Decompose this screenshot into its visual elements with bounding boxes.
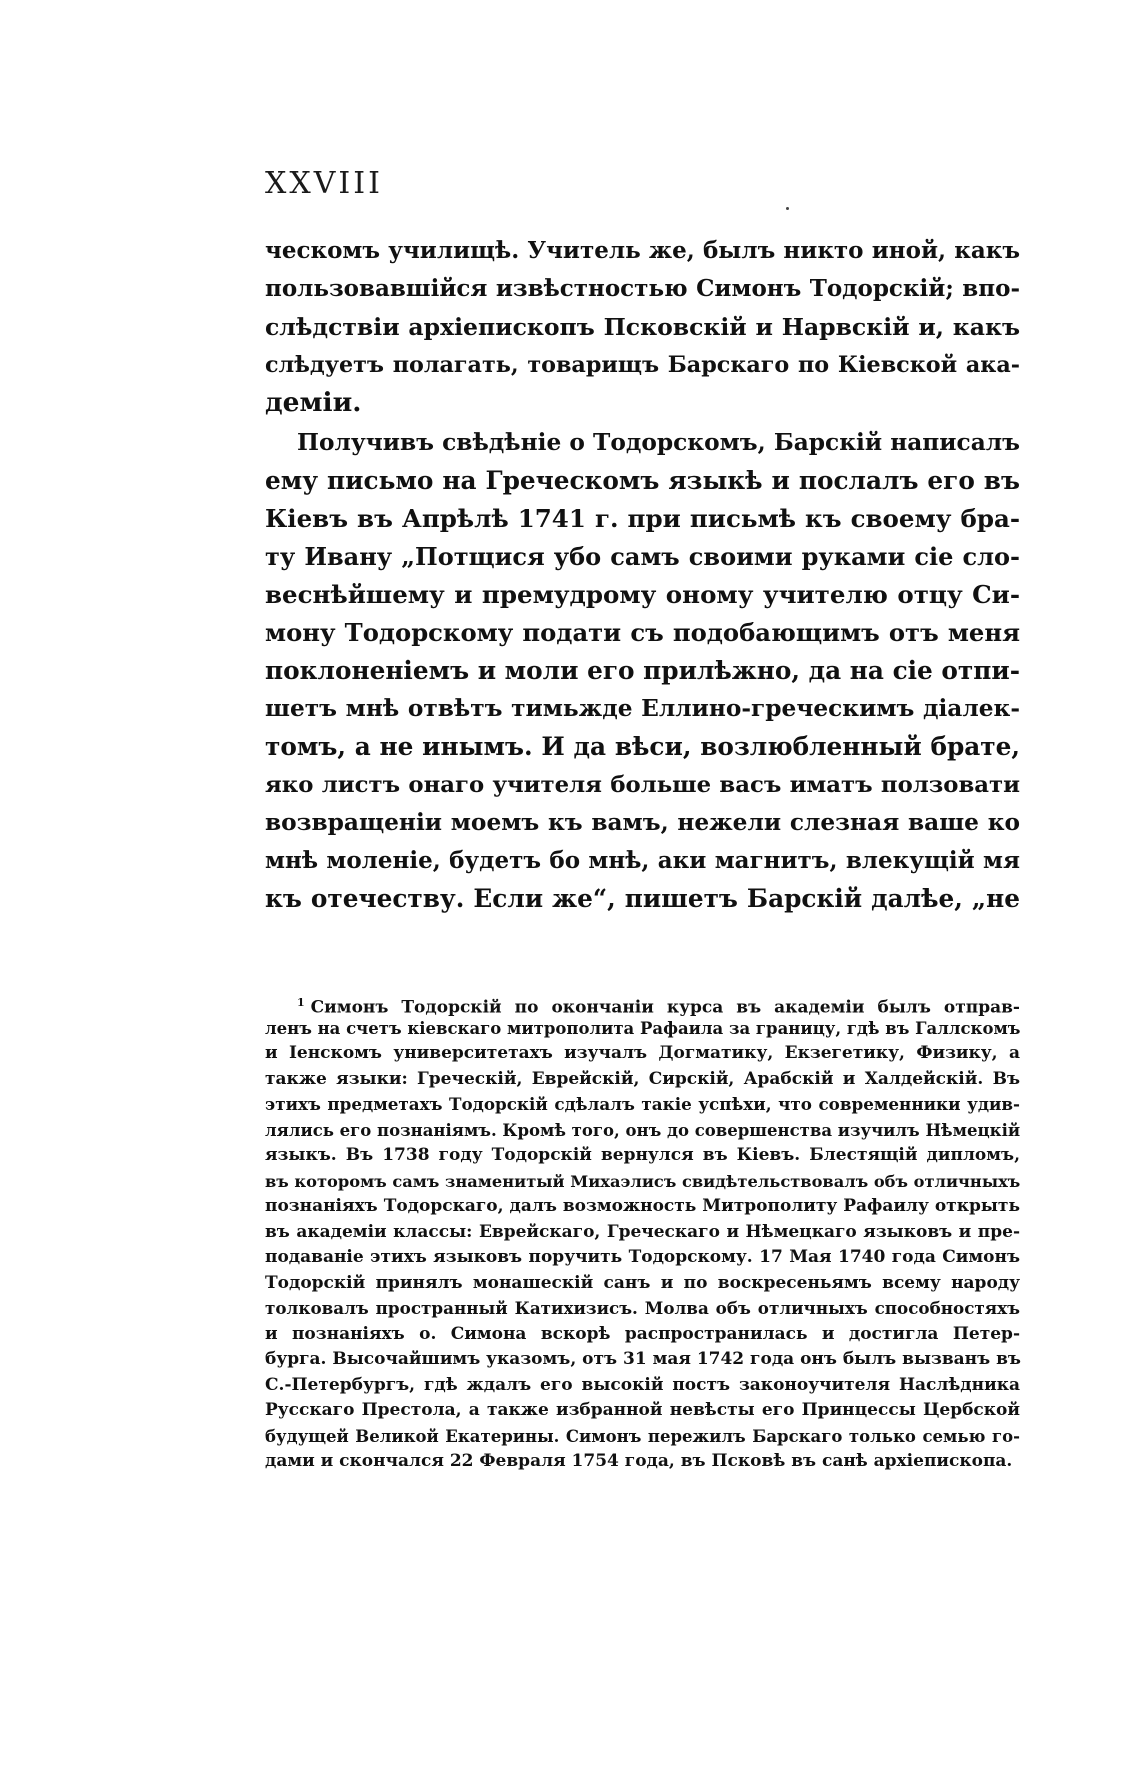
text-line: шетъ мнѣ отвѣтъ тимьжде Еллино-греческимъ діалек- (265, 695, 1020, 722)
text-line: Получивъ свѣдѣніе о Тодорскомъ, Барскій написалъ (297, 429, 1020, 456)
text-line: къ отечеству. Если же“, пишетъ Барскій далѣе, „не (265, 884, 1020, 913)
footnote-block (265, 990, 1020, 1475)
footnote-line: въ которомъ самъ знаменитый Михаэлисъ свидѣтельствовалъ объ отличныхъ (265, 1171, 1021, 1191)
footnote-line: ленъ на счетъ кіевскаго митрополита Рафаила за границу, гдѣ въ Галлскомъ (265, 1018, 1021, 1038)
text-line: деміи. (265, 387, 362, 418)
text-line: яко листъ онаго учителя больше васъ иматъ ползовати (265, 772, 1020, 798)
footnote-line: лялись его познаніямъ. Кромѣ того, онъ до совершенства изучилъ Нѣмецкій (265, 1120, 1021, 1140)
footnote-line: С.-Петербургъ, гдѣ ждалъ его высокій постъ законоучителя Наслѣдника (265, 1374, 1020, 1395)
footnote-line: дами и скончался 22 Февраля 1754 года, въ Псковѣ въ санѣ архіепископа. (265, 1451, 1013, 1471)
footnote-line: бурга. Высочайшимъ указомъ, отъ 31 мая 1742 года онъ былъ вызванъ въ (265, 1349, 1021, 1369)
footnote-marker: 1 (297, 996, 305, 1009)
footnote-line: будущей Великой Екатерины. Симонъ пережилъ Барскаго только семью го- (265, 1426, 1020, 1446)
print-speck (786, 207, 789, 210)
text-line: Кіевъ въ Апрѣлѣ 1741 г. при письмѣ къ своему бра- (265, 504, 1020, 533)
footnote-line: въ академіи классы: Еврейскаго, Греческаго и Нѣмецкаго языковъ и пре- (265, 1221, 1020, 1242)
page-number: XXVIII (265, 166, 383, 201)
text-line: пользовавшійся извѣстностью Симонъ Тодорскій; впо- (265, 275, 1020, 302)
text-line: поклоненіемъ и моли его прилѣжно, да на сіе отпи- (265, 656, 1020, 685)
footnote-line: и Іенскомъ университетахъ изучалъ Догматику, Екзегетику, Физику, а (265, 1043, 1020, 1063)
footnote-line: также языки: Греческій, Еврейскій, Сирскій, Арабскій и Халдейскій. Въ (265, 1068, 1020, 1089)
text-line: слѣдуетъ полагать, товарищъ Барскаго по Кіевской ака- (265, 352, 1020, 378)
text-line: возвращеніи моемъ къ вамъ, нежели слезная ваше ко (265, 809, 1020, 836)
footnote-line: познаніяхъ Тодорскаго, далъ возможность Митрополиту Рафаилу открыть (265, 1196, 1020, 1216)
text-line: слѣдствіи архіепископъ Псковскій и Нарвскій и, какъ (265, 313, 1020, 341)
text-line: ту Ивану „Потщися убо самъ своими руками сіе сло- (265, 542, 1020, 571)
footnote-line-text: Симонъ Тодорскій по окончаніи курса въ академіи былъ отправ- (310, 997, 1020, 1018)
footnote-line: Тодорскій принялъ монашескій санъ и по воскресеньямъ всему народу (265, 1272, 1020, 1293)
text-line: томъ, а не инымъ. И да вѣси, возлюбленный брате, (265, 732, 1020, 761)
text-line: ему письмо на Греческомъ языкѣ и послалъ его въ (265, 466, 1020, 495)
footnote-line: толковалъ пространный Катихизисъ. Молва объ отличныхъ способностяхъ (265, 1298, 1020, 1318)
text-line: мону Тодорскому подати съ подобающимъ отъ меня (265, 618, 1020, 647)
footnote-line: и познаніяхъ о. Симона вскорѣ распространилась и достигла Петер- (265, 1323, 1020, 1344)
text-line: ческомъ училищѣ. Учитель же, былъ никто иной, какъ (265, 237, 1020, 264)
footnote-line: Русскаго Престола, а также избранной невѣсты его Принцессы Цербской (265, 1400, 1020, 1420)
footnote-line: подаваніе этихъ языковъ поручить Тодорскому. 17 Мая 1740 года Симонъ (265, 1247, 1020, 1267)
text-line: мнѣ моленіе, будетъ бо мнѣ, аки магнитъ, влекущій мя (265, 847, 1020, 874)
main-text (265, 232, 1020, 918)
footnote-line: языкъ. Въ 1738 году Тодорскій вернулся въ Кіевъ. Блестящій дипломъ, (265, 1145, 1020, 1165)
footnote-line: этихъ предметахъ Тодорскій сдѣлалъ такіе успѣхи, что современники удив- (265, 1094, 1020, 1114)
text-line: веснѣйшему и премудрому оному учителю отцу Си- (265, 580, 1020, 609)
footnote-first-line (265, 990, 1020, 1016)
